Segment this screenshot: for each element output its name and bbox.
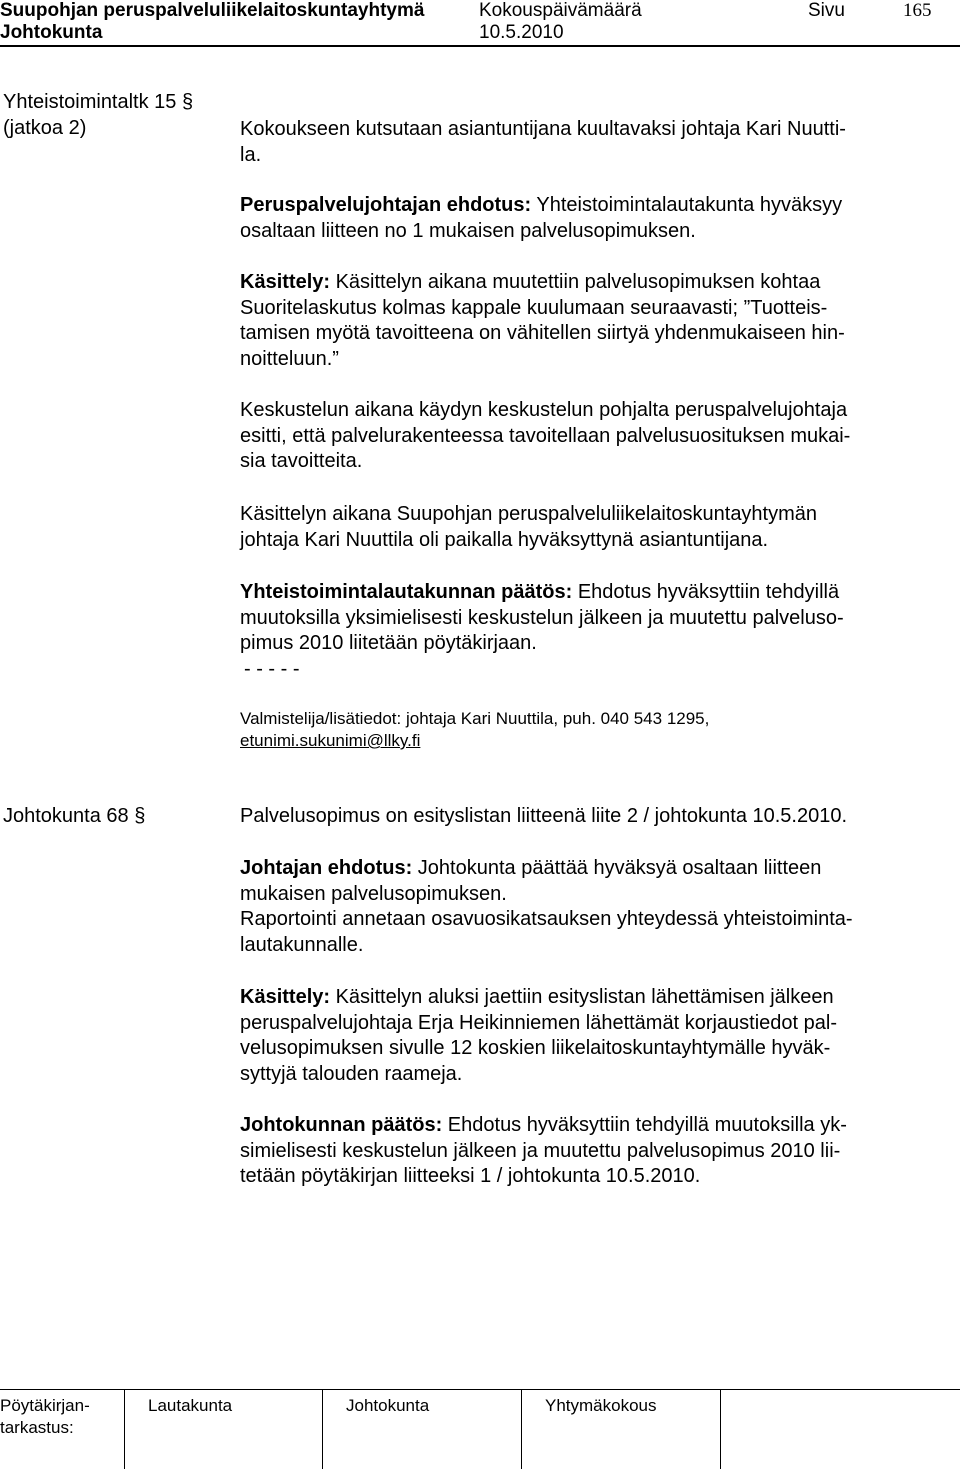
section1-contact	[240, 708, 955, 752]
footer-divider	[720, 1390, 721, 1469]
text-line: pimus 2010 liitetään pöytäkirjaan.	[240, 632, 537, 654]
section2-p1	[240, 804, 955, 830]
header-page-label: Sivu	[808, 0, 845, 21]
text-line: Raportointi annetaan osavuosikatsauksen yhteydessä yhteistoiminta-	[240, 908, 853, 930]
section2-title: Johtokunta 68 §	[3, 805, 146, 827]
footer-divider	[322, 1390, 323, 1469]
text-line: Ehdotus hyväksyttiin tehdyillä	[577, 581, 840, 603]
footer-divider	[521, 1390, 522, 1469]
section2-decision	[240, 1113, 955, 1190]
processing-label: Käsittely:	[240, 986, 331, 1008]
footer-rule	[0, 1389, 960, 1390]
proposal-label: Johtajan ehdotus:	[240, 857, 413, 879]
header-body-name: Johtokunta	[0, 22, 103, 43]
text-line: Yhteistoimintalautakunta hyväksyy	[536, 194, 843, 216]
section1-decision	[240, 580, 955, 682]
section1-discussion	[240, 398, 955, 475]
footer-col-directors: Johtokunta	[346, 1396, 430, 1415]
text-line: velusopimuksen sivulle 12 koskien liikelaitoskuntayhtymälle hyväk-	[240, 1037, 831, 1059]
separator-dashes: - - - - -	[244, 657, 300, 680]
contact-line: Valmistelija/lisätiedot: johtaja Kari Nuuttila, puh. 040 543 1295,	[240, 709, 710, 728]
text-line: sia tavoitteita.	[240, 450, 363, 472]
text-line: Ehdotus hyväksyttiin tehdyillä muutoksilla yk-	[447, 1114, 847, 1136]
header-date-label: Kokouspäivämäärä	[479, 0, 642, 21]
text-line: Keskustelun aikana käydyn keskustelun pohjalta peruspalvelujohtaja	[240, 399, 848, 421]
section1-expert-note	[240, 502, 955, 553]
text-line: tamisen myötä tavoitteena on vähitellen siirtyä yhdenmukaiseen hin-	[240, 322, 845, 344]
text-line: mukaisen palvelusopimuksen.	[240, 882, 507, 905]
section2-proposal	[240, 856, 955, 958]
text-line: Kokoukseen kutsutaan asiantuntijana kuultavaksi johtaja Kari Nuutti-	[240, 118, 846, 140]
text-line: syttyjä talouden raameja.	[240, 1062, 463, 1085]
decision-label: Yhteistoimintalautakunnan päätös:	[240, 581, 573, 603]
decision-label: Johtokunnan päätös:	[240, 1114, 443, 1136]
text-line: Käsittelyn aikana muutettiin palvelusopimuksen kohtaa	[335, 271, 821, 293]
section1-title: Yhteistoimintaltk 15 §	[3, 91, 194, 113]
header-date: 10.5.2010	[479, 22, 564, 43]
text-line: simielisesti keskustelun jälkeen ja muutettu palvelusopimus 2010 lii-	[240, 1139, 841, 1162]
footer-col-board: Lautakunta	[148, 1396, 233, 1415]
text-line: Johtokunta päättää hyväksyä osaltaan liitteen	[417, 857, 822, 879]
section2-processing	[240, 985, 955, 1087]
email-link[interactable]: etunimi.sukunimi@llky.fi	[240, 731, 421, 750]
footer-label-line2: tarkastus:	[0, 1418, 74, 1437]
text-line: Käsittelyn aikana Suupohjan peruspalveluliikelaitoskuntayhtymän	[240, 503, 818, 525]
footer-col-assembly: Yhtymäkokous	[545, 1396, 657, 1415]
text-line: tetään pöytäkirjan liitteeksi 1 / johtokunta 10.5.2010.	[240, 1165, 701, 1187]
header-page-number: 165	[903, 0, 932, 21]
section1-subtitle: (jatkoa 2)	[3, 117, 87, 139]
section1-proposal	[240, 193, 955, 244]
text-line: peruspalvelujohtaja Erja Heikinniemen lähettämät korjaustiedot pal-	[240, 1011, 838, 1034]
section1-processing	[240, 270, 955, 372]
footer-divider	[124, 1390, 125, 1469]
header-organization: Suupohjan peruspalveluliikelaitoskuntayhtymä	[0, 0, 425, 21]
section1-p1	[240, 117, 955, 168]
text-line: johtaja Kari Nuuttila oli paikalla hyväksyttynä asiantuntijana.	[240, 528, 769, 551]
text-line: Suoritelaskutus kolmas kappale kuulumaan seuraavasti; ”Tuotteis-	[240, 296, 828, 319]
text-line: muutoksilla yksimielisesti keskustelun jälkeen ja muutettu palveluso-	[240, 606, 844, 629]
processing-label: Käsittely:	[240, 271, 331, 293]
text-line: noitteluun.”	[240, 347, 339, 370]
proposal-label: Peruspalvelujohtajan ehdotus:	[240, 194, 532, 216]
text-line: Palvelusopimus on esityslistan liitteenä liite 2 / johtokunta 10.5.2010.	[240, 805, 848, 827]
header-rule	[0, 45, 960, 47]
text-line: la.	[240, 143, 262, 166]
text-line: esitti, että palvelurakenteessa tavoitellaan palvelusuosituksen mukai-	[240, 424, 851, 447]
footer-label-line1: Pöytäkirjan-	[0, 1396, 90, 1415]
text-line: osaltaan liitteen no 1 mukaisen palvelusopimuksen.	[240, 219, 696, 242]
text-line: Käsittelyn aluksi jaettiin esityslistan lähettämisen jälkeen	[335, 986, 834, 1008]
text-line: lautakunnalle.	[240, 933, 364, 956]
